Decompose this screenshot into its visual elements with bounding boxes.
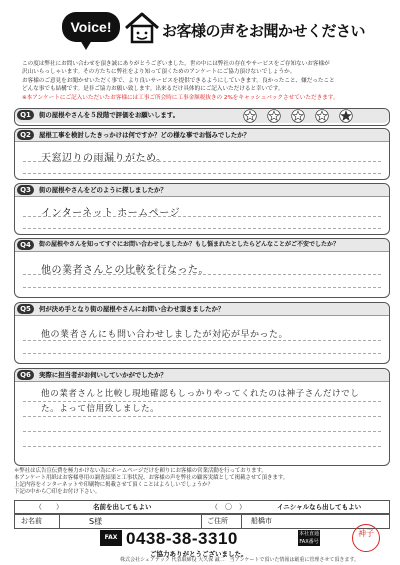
notice-line: 下記の中から〇印をお付け下さい。 <box>14 489 101 495</box>
voice-bubble: Voice! <box>62 12 120 42</box>
star-icon[interactable] <box>315 109 329 123</box>
fax-number: 0438-38-3310 <box>126 529 238 548</box>
answer-text[interactable]: 他の業者さんとの比較を行なった。 <box>41 265 209 276</box>
question-number: Q3 <box>17 185 34 195</box>
answer-text[interactable]: 天窓辺りの雨漏りがため。 <box>41 153 167 164</box>
customer-info <box>14 514 390 529</box>
question-text: 何が決め手となり街の屋根やさんにお問い合わせ頂きましたか？ <box>39 305 225 313</box>
question-3 <box>14 183 390 235</box>
notice-line: ＊弊社は広告宣伝費を極力かけない為にホームページだけを頼りにお客様の営業活動を行っております。 <box>14 468 267 474</box>
intro-line: お客様のご意見をお聞かせいただく事で、より良いサービスを提供できるようにしていきます。良かったこと、嫌だったこと <box>22 77 335 84</box>
intro-text <box>22 60 382 102</box>
star-icon[interactable] <box>291 109 305 123</box>
question-6 <box>14 368 390 466</box>
option-initial-ok: イニシャルなら出してもよい <box>277 503 362 511</box>
hanko-stamp: 神子 <box>352 524 380 552</box>
rating-stars[interactable] <box>243 108 358 127</box>
star-icon[interactable] <box>339 109 353 123</box>
question-4 <box>14 238 390 298</box>
consent-choice-name[interactable]: （ ） <box>35 503 63 511</box>
fax-icon: FAX <box>100 530 122 546</box>
header <box>62 8 366 62</box>
address-label: ご住所 <box>207 517 228 525</box>
question-text: 実際に担当者がお伺いしていかがでしたか？ <box>39 371 167 379</box>
question-number: Q4 <box>17 240 34 250</box>
company-info: 株式会社シェアテック 代表取締役 大久保 誠二 当アンケートで頂いた情報は厳重に管理させて頂きます。 <box>120 557 359 563</box>
question-5 <box>14 302 390 364</box>
thanks-text: ご協力ありがとうございました。 <box>150 550 248 558</box>
star-icon[interactable] <box>243 109 257 123</box>
question-number: Q5 <box>17 304 34 314</box>
intro-line: この度は弊社にお問い合わせを頂き誠にありがとうございました。世の中には弊社の存在やサービスをご存知ないお客様が <box>22 61 330 67</box>
answer-text[interactable]: 他の業者さんと比較し現地確認もしっかりやってくれたのは神子さんだけでした。よって信用致しました。 <box>41 389 360 414</box>
direct-fax-badge: 本社直通 FAX番号 <box>298 531 319 545</box>
question-text: 街の屋根やさんを知ってすぐにお問い合わせしましたか？もし悩まれたとしたらどんなことがご不安でしたか？ <box>39 241 340 248</box>
question-number: Q1 <box>17 110 34 120</box>
notice-line: 上記内容をインターネットや印刷物に掲載させて頂くことはよろしいでしょうか？ <box>14 482 213 488</box>
notice-line: 本アンケート用紙はお客様専用の調査結果と工事状況、お客様の声を弊社の顧客実績として掲載させて頂きます。 <box>14 475 289 481</box>
answer-text[interactable]: インターネット ホームページ <box>41 208 181 219</box>
answer-text[interactable]: 他の業者さんにも問い合わせしましたが対応が早かった。 <box>41 330 289 340</box>
question-2 <box>14 128 390 180</box>
intro-line: どんな事でも結構です。是非ご協力お願い致します。出来るだけ具体的にご記入いただけると幸いです。 <box>22 86 284 93</box>
address-value[interactable]: 船橋市 <box>251 517 272 525</box>
house-icon <box>122 8 162 48</box>
question-text: 街の屋根やさんを５段階で評価をお願いします。 <box>39 111 180 119</box>
cashback-note: ※本アンケートにご記入いただいたお客様には工事ご所会時に工事金額税抜きの 2%をキャッシュバックさせていただきます。 <box>22 94 339 101</box>
question-number: Q6 <box>17 370 34 380</box>
intro-line: 沢山いらっしゃいます。その方たちに弊社をより知って頂くためのアンケートにご協力頂けないでしょうか。 <box>22 69 296 76</box>
consent-options <box>14 500 390 514</box>
name-value[interactable]: S様 <box>89 517 103 526</box>
publication-notice <box>14 468 388 496</box>
question-text: 屋根工事を検討したきっかけは何ですか？どの様な事でお悩みでしたか？ <box>39 131 250 139</box>
consent-choice-initial[interactable]: （ 〇 ） <box>211 503 246 511</box>
star-icon[interactable] <box>267 109 281 123</box>
name-label: お名前 <box>21 517 42 525</box>
page-title: お客様の声をお聞かせください <box>162 22 366 40</box>
question-text: 街の屋根やさんをどのように探しましたか？ <box>39 186 167 194</box>
question-1 <box>14 108 390 126</box>
option-name-ok: 名前を出してもよい <box>93 503 152 511</box>
question-number: Q2 <box>17 130 34 140</box>
